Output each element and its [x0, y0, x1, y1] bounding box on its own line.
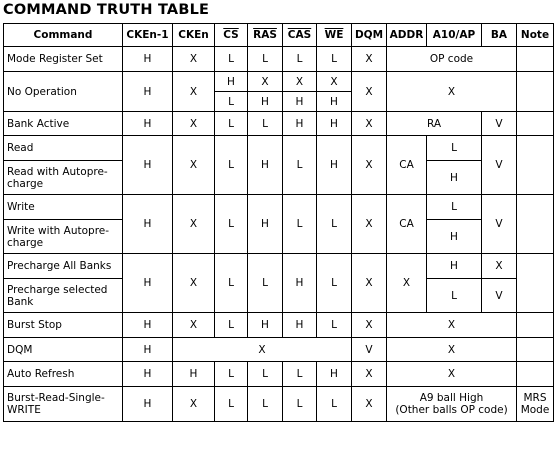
row-no-operation — [4, 72, 554, 92]
addr-a10-ba-cell: X — [387, 72, 517, 112]
row-precharge-all-banks — [4, 254, 554, 279]
command-cell: Bank Active — [4, 112, 123, 136]
header-row — [4, 24, 554, 47]
dqm-cell: X — [352, 195, 387, 254]
dqm-cell: X — [352, 254, 387, 313]
we-cell: L — [317, 254, 352, 313]
addr-cell: CA — [387, 195, 427, 254]
cke-cell: X — [173, 47, 215, 72]
addr-a10-ba-cell: X — [387, 313, 517, 338]
cke-prev-cell: H — [123, 72, 173, 112]
header-cke-prev: CKEn-1 — [123, 24, 173, 47]
row-auto-refresh — [4, 362, 554, 387]
ras-cell: X — [248, 72, 283, 92]
dqm-cell: X — [352, 362, 387, 387]
ras-cell: L — [248, 362, 283, 387]
cke-prev-cell: H — [123, 136, 173, 195]
header-we: $\overline{WE}$ — [317, 24, 352, 47]
addr-cell: X — [387, 254, 427, 313]
cke-cell: X — [173, 112, 215, 136]
addr-a10-ba-cell — [387, 387, 517, 422]
dqm-cell: V — [352, 338, 387, 362]
we-cell: H — [317, 136, 352, 195]
cke-prev-cell: H — [123, 254, 173, 313]
we-cell: L — [317, 47, 352, 72]
cke-cell: X — [173, 136, 215, 195]
dqm-cell: X — [352, 136, 387, 195]
a10-cell: H — [427, 161, 482, 195]
dqm-cell: X — [352, 112, 387, 136]
a10-cell: L — [427, 136, 482, 161]
table-title: COMMAND TRUTH TABLE — [3, 2, 210, 18]
command-cell: Burst-Read-Single-WRITE — [4, 387, 123, 422]
cs-cell: L — [215, 136, 248, 195]
note-cell — [517, 136, 554, 195]
row-read — [4, 136, 554, 161]
command-cell: Write — [4, 195, 123, 220]
addr-a10-ba-cell: X — [387, 338, 517, 362]
command-cell: Read with Autopre-charge — [4, 161, 123, 195]
cke-cell: X — [173, 387, 215, 422]
command-cell: Write with Autopre-charge — [4, 220, 123, 254]
row-write — [4, 195, 554, 220]
cs-cell: L — [215, 254, 248, 313]
command-cell: Precharge All Banks — [4, 254, 123, 279]
dqm-cell: X — [352, 313, 387, 338]
we-cell: H — [317, 92, 352, 112]
addr-cell: CA — [387, 136, 427, 195]
ba-cell: X — [482, 254, 517, 279]
note-cell — [517, 387, 554, 422]
addr-line-1: A9 ball High — [419, 392, 484, 404]
header-cs: $\overline{CS}$ — [215, 24, 248, 47]
cas-cell: X — [283, 72, 317, 92]
ba-cell: V — [482, 112, 517, 136]
ba-cell: V — [482, 136, 517, 195]
cke-prev-cell: H — [123, 47, 173, 72]
ras-cell: H — [248, 195, 283, 254]
command-cell: Read — [4, 136, 123, 161]
command-truth-table — [3, 23, 554, 422]
ras-cell: H — [248, 92, 283, 112]
cke-prev-cell: H — [123, 338, 173, 362]
note-cell — [517, 362, 554, 387]
a10-cell: L — [427, 279, 482, 313]
note-cell — [517, 313, 554, 338]
row-dqm — [4, 338, 554, 362]
a10-cell: L — [427, 195, 482, 220]
header-note: Note — [517, 24, 554, 47]
cs-cell: L — [215, 387, 248, 422]
dqm-cell: X — [352, 72, 387, 112]
command-cell: Auto Refresh — [4, 362, 123, 387]
cke-cell: X — [173, 254, 215, 313]
header-cas: $\overline{CAS}$ — [283, 24, 317, 47]
addr-a10-ba-cell: X — [387, 362, 517, 387]
header-dqm: DQM — [352, 24, 387, 47]
cs-cell: L — [215, 47, 248, 72]
cas-cell: H — [283, 92, 317, 112]
cas-cell: L — [283, 195, 317, 254]
note-line-2: Mode — [520, 404, 550, 416]
cs-cell: L — [215, 112, 248, 136]
note-cell — [517, 47, 554, 72]
cke-prev-cell: H — [123, 362, 173, 387]
note-cell — [517, 338, 554, 362]
we-cell: L — [317, 195, 352, 254]
header-addr: ADDR — [387, 24, 427, 47]
ras-cell: L — [248, 387, 283, 422]
ras-cell: H — [248, 136, 283, 195]
command-cell: No Operation — [4, 72, 123, 112]
cs-cell: L — [215, 313, 248, 338]
ba-cell: V — [482, 195, 517, 254]
cke-prev-cell: H — [123, 313, 173, 338]
cke-cell: H — [173, 362, 215, 387]
cas-cell: H — [283, 112, 317, 136]
note-cell — [517, 72, 554, 112]
we-cell: L — [317, 387, 352, 422]
cke-cell: X — [173, 195, 215, 254]
ras-cell: L — [248, 254, 283, 313]
header-ba: BA — [482, 24, 517, 47]
header-cke: CKEn — [173, 24, 215, 47]
note-cell — [517, 112, 554, 136]
cs-cell: H — [215, 72, 248, 92]
dqm-cell: X — [352, 47, 387, 72]
cke-cell: X — [173, 313, 215, 338]
cs-cell: L — [215, 195, 248, 254]
addr-line-2: (Other balls OP code) — [395, 404, 508, 416]
cs-cell: L — [215, 362, 248, 387]
command-cell: Mode Register Set — [4, 47, 123, 72]
we-cell: L — [317, 313, 352, 338]
cke-to-we-cell: X — [173, 338, 352, 362]
header-ras: $\overline{RAS}$ — [248, 24, 283, 47]
ras-cell: L — [248, 47, 283, 72]
row-burst-read-single-write — [4, 387, 554, 422]
cas-cell: H — [283, 313, 317, 338]
we-cell: H — [317, 362, 352, 387]
cke-prev-cell: H — [123, 387, 173, 422]
cas-cell: H — [283, 254, 317, 313]
command-cell: Burst Stop — [4, 313, 123, 338]
cs-cell: L — [215, 92, 248, 112]
we-cell: H — [317, 112, 352, 136]
cke-prev-cell: H — [123, 112, 173, 136]
row-burst-stop — [4, 313, 554, 338]
addr-a10-ba-cell: OP code — [387, 47, 517, 72]
command-cell: DQM — [4, 338, 123, 362]
ras-cell: L — [248, 112, 283, 136]
header-command: Command — [4, 24, 123, 47]
cas-cell: L — [283, 136, 317, 195]
note-line-1: MRS — [523, 392, 547, 404]
we-cell: X — [317, 72, 352, 92]
ras-cell: H — [248, 313, 283, 338]
ba-cell: V — [482, 279, 517, 313]
row-bank-active — [4, 112, 554, 136]
a10-cell: H — [427, 220, 482, 254]
addr-a10-cell: RA — [387, 112, 482, 136]
cke-prev-cell: H — [123, 195, 173, 254]
row-mode-register-set — [4, 47, 554, 72]
cas-cell: L — [283, 47, 317, 72]
cas-cell: L — [283, 387, 317, 422]
command-cell: Precharge selected Bank — [4, 279, 123, 313]
dqm-cell: X — [352, 387, 387, 422]
cas-cell: L — [283, 362, 317, 387]
cke-cell: X — [173, 72, 215, 112]
header-a10-ap: A10/AP — [427, 24, 482, 47]
a10-cell: H — [427, 254, 482, 279]
note-cell — [517, 254, 554, 313]
note-cell — [517, 195, 554, 254]
